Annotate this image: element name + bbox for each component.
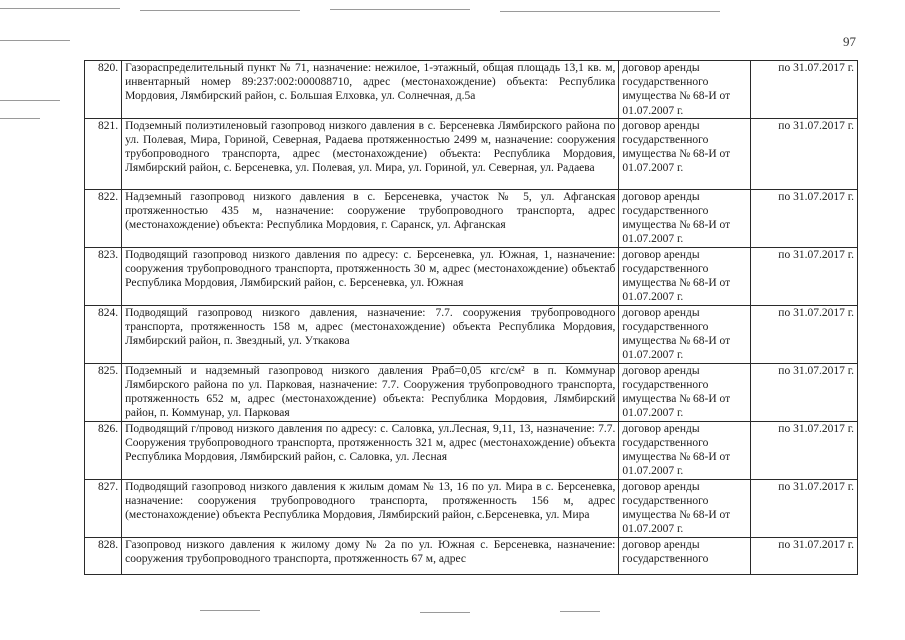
table-row [85,189,858,247]
lease-basis: договор аренды государственного [619,537,750,574]
lease-term: по 31.07.2017 г. [750,421,857,479]
lease-term: по 31.07.2017 г. [750,61,857,119]
table-row [85,247,858,305]
scan-artifact-line [0,100,60,101]
property-description: Подземный и надземный газопровод низкого давления Рраб=0,05 кгс/см² в п. Коммунар Лямбирского района по ул. Парковая, назначение: 7.7. Сооружения трубопроводного транспорта, протяженность 652 м, адрес (местонахождение) объекта: Республика Мордовия, Лямбирский район, п. Коммунар, ул. Парковая [122,363,619,421]
lease-term: по 31.07.2017 г. [750,189,857,247]
table-row [85,118,858,189]
scan-artifact-line [560,611,600,612]
property-description: Подводящий газопровод низкого давления по адресу: с. Берсеневка, ул. Южная, 1, назначение: сооружения трубопроводного транспорта, протяженность 30 м, адрес (местонахождение) объектаб Республика Мордовия, Лямбирский район, с. Берсеневка, ул. Южная [122,247,619,305]
row-number: 827. [85,479,122,537]
lease-basis: договор аренды государственного имущества № 68-И от 01.07.2007 г. [619,61,750,119]
scan-artifact-line [330,9,470,10]
page-number: 97 [843,34,856,49]
property-description: Подводящий газопровод низкого давления, назначение: 7.7. сооружения трубопроводного транспорта, протяженность 158 м, адрес (местонахождение) объекта Республика Мордовия, Лямбирский район, п. Звездный, ул. Уткакова [122,305,619,363]
row-number: 820. [85,61,122,119]
lease-basis: договор аренды государственного имущества № 68-И от 01.07.2007 г. [619,189,750,247]
lease-term: по 31.07.2017 г. [750,537,857,574]
scan-artifact-line [0,118,40,119]
property-description: Газопровод низкого давления к жилому дому № 2а по ул. Южная с. Берсеневка, назначение: сооружения трубопроводного транспорта, протяженность 67 м, адрес [122,537,619,574]
lease-term: по 31.07.2017 г. [750,118,857,189]
lease-basis: договор аренды государственного имущества № 68-И от 01.07.2007 г. [619,305,750,363]
lease-term: по 31.07.2017 г. [750,305,857,363]
scan-artifact-line [0,8,120,9]
scan-artifact-line [0,40,70,41]
lease-term: по 31.07.2017 г. [750,363,857,421]
row-number: 822. [85,189,122,247]
table-row [85,61,858,119]
scan-artifact-line [420,612,470,613]
lease-basis: договор аренды государственного имущества № 68-И от 01.07.2007 г. [619,363,750,421]
scan-artifact-line [140,10,300,11]
property-description: Подводящий газопровод низкого давления к жилым домам № 13, 16 по ул. Мира в с. Берсеневка, назначение: сооружения трубопроводного транспорта, протяженность 156 м, адрес (местонахождение) объекта Республика Мордовия, Лямбирский район, с.Берсеневка, ул. Мира [122,479,619,537]
row-number: 823. [85,247,122,305]
property-description: Подводящий г/провод низкого давления по адресу: с. Саловка, ул.Лесная, 9,11, 13, назначение: 7.7. Сооружения трубопроводного транспорта, протяженность 321 м, адрес (местонахождение) объекта Республика Мордовия, Лямбирский район, с. Саловка, ул. Лесная [122,421,619,479]
lease-basis: договор аренды государственного имущества № 68-И от 01.07.2007 г. [619,118,750,189]
row-number: 824. [85,305,122,363]
property-description: Подземный полиэтиленовый газопровод низкого давления в с. Берсеневка Лямбирского района по ул. Полевая, Мира, Гориной, Северная, Радаева протяженностью 2499 м, назначение: сооружения трубопроводного транспорта, адрес (местонахождение) объекта: Республика Мордовия, Лямбирский район, с. Берсеневка, ул. Полевая, ул. Мира, ул. Гориной, ул. Северная, ул. Радаева [122,118,619,189]
property-register-table [84,60,858,575]
row-number: 821. [85,118,122,189]
row-number: 825. [85,363,122,421]
table-row [85,421,858,479]
lease-basis: договор аренды государственного имущества № 68-И от 01.07.2007 г. [619,421,750,479]
lease-term: по 31.07.2017 г. [750,247,857,305]
scan-artifact-line [500,11,720,12]
lease-basis: договор аренды государственного имущества № 68-И от 01.07.2007 г. [619,479,750,537]
lease-basis: договор аренды государственного имущества № 68-И от 01.07.2007 г. [619,247,750,305]
property-description: Надземный газопровод низкого давления в с. Берсеневка, участок № 5, ул. Афганская протяженностью 435 м, назначение: сооружение трубопроводного транспорта, адрес (местонахождение) объекта: Республика Мордовия, г. Саранск, ул. Афганская [122,189,619,247]
scan-artifact-line [200,610,260,611]
table-row [85,305,858,363]
table-row [85,537,858,574]
property-description: Газораспределительный пункт № 71, назначение: нежилое, 1-этажный, общая площадь 13,1 кв. м, инвентарный номер 89:237:002:000088710, адрес (местонахождение) объекта: Республика Мордовия, Лямбирский район, с. Большая Елховка, ул. Солнечная, д.5а [122,61,619,119]
table-row [85,363,858,421]
row-number: 826. [85,421,122,479]
lease-term: по 31.07.2017 г. [750,479,857,537]
table-row [85,479,858,537]
row-number: 828. [85,537,122,574]
